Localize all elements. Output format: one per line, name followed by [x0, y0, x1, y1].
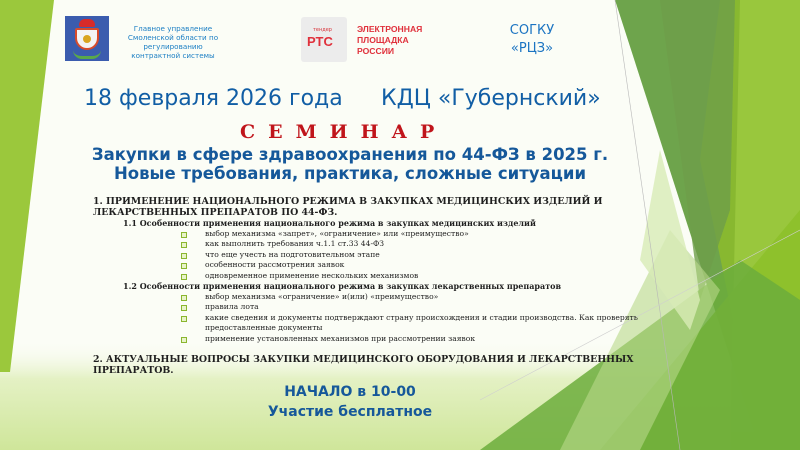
section-2-title [93, 354, 653, 376]
seminar-title [80, 145, 620, 183]
square-bullet-icon [181, 242, 187, 248]
square-bullet-icon [181, 253, 187, 259]
list-item [93, 271, 653, 282]
square-bullet-icon [181, 232, 187, 238]
section-1-title-line1: 1. ПРИМЕНЕНИЕ НАЦИОНАЛЬНОГО РЕЖИМА В ЗАКУПКАХ МЕДИЦИНСКИХ ИЗДЕЛИЙ И [93, 196, 603, 207]
gov-org-line: регулированию [143, 42, 203, 51]
section-2-title-line1: 2. АКТУАЛЬНЫЕ ВОПРОСЫ ЗАКУПКИ МЕДИЦИНСКОГО ОБОРУДОВАНИЯ И ЛЕКАРСТВЕННЫХ [93, 354, 634, 365]
wreath-icon [73, 50, 101, 59]
rts-logo-small: тендер [313, 27, 332, 33]
list-item [93, 292, 653, 303]
subsection-1-2-title [93, 281, 653, 292]
crown-icon [79, 19, 95, 27]
square-bullet-icon [181, 337, 187, 343]
gov-org-name [118, 24, 228, 60]
sogku-rcz-label [500, 22, 564, 58]
sogku-line: СОГКУ [509, 23, 555, 38]
list-item-text: правила лота [205, 302, 259, 311]
rts-logo-big: РТС [307, 34, 333, 49]
square-bullet-icon [181, 295, 187, 301]
list-item-text: какие сведения и документы подтверждают страну происхождения и стадии производства. Как проверять предоставленные документы [205, 312, 638, 332]
square-bullet-icon [181, 305, 187, 311]
section-1-title-line2: ЛЕКАРСТВЕННЫХ ПРЕПАРАТОВ ПО 44-ФЗ. [93, 207, 338, 218]
square-bullet-icon [181, 316, 187, 322]
list-item [93, 260, 653, 271]
list-item [93, 229, 653, 240]
list-item-text: особенности рассмотрения заявок [205, 260, 345, 269]
subsection-1-2-title-text: 1.2 Особенности применения национального режима в закупках лекарственных препаратов [123, 281, 562, 291]
list-item [93, 250, 653, 261]
list-item-text: выбор механизма «запрет», «ограничение» или «преимущество» [205, 228, 469, 238]
event-date-venue [84, 86, 601, 111]
rts-text-line: ЭЛЕКТРОННАЯ [357, 24, 423, 34]
seminar-heading: СЕМИНАР [240, 121, 448, 143]
rts-text-line: РОССИИ [357, 46, 395, 56]
event-venue: КДЦ «Губернский» [381, 86, 601, 111]
section-2-title-line2: ПРЕПАРАТОВ. [93, 365, 174, 376]
event-date: 18 февраля 2026 года [84, 86, 343, 111]
list-item-text: как выполнить требования ч.1.1 ст.33 44-ФЗ [205, 239, 385, 248]
list-item-text: что еще учесть на подготовительном этапе [205, 249, 380, 259]
footer-info [200, 382, 500, 422]
smolensk-coat-of-arms-icon [65, 16, 109, 61]
list-item [93, 302, 653, 313]
list-item [93, 334, 653, 345]
gov-org-line: Главное управление [133, 24, 213, 33]
rts-platform-name [357, 24, 447, 57]
sogku-line: «РЦЗ» [510, 41, 554, 56]
seminar-program [93, 196, 653, 376]
subsection-1-1-title: 1.1 Особенности применения национального режима в закупках медицинских изделий [123, 218, 536, 228]
shield-icon [75, 28, 99, 50]
list-item-text: выбор механизма «ограничение» и(или) «преимущество» [205, 291, 439, 301]
rts-text-line: ПЛОЩАДКА [357, 35, 409, 45]
square-bullet-icon [181, 274, 187, 280]
square-bullet-icon [181, 263, 187, 269]
list-item-text: применение установленных механизмов при рассмотрении заявок [205, 333, 476, 343]
start-time: НАЧАЛО в 10-00 [284, 384, 416, 400]
gov-org-line: контрактной системы [131, 51, 215, 60]
section-1-title [93, 196, 653, 218]
rts-tender-logo [301, 17, 347, 62]
seminar-title-line1: Закупки в сфере здравоохранения по 44-ФЗ в 2025 г. [91, 145, 609, 164]
list-item [93, 239, 653, 250]
subsection-1-1-list [93, 229, 653, 282]
subsection-1-2-list [93, 292, 653, 345]
list-item-text: одновременное применение нескольких механизмов [205, 270, 419, 280]
seminar-title-line2: Новые требования, практика, сложные ситуации [113, 164, 587, 183]
participation-free: Участие бесплатное [267, 404, 433, 420]
gov-org-line: Смоленской области по [127, 33, 219, 42]
list-item [93, 313, 653, 334]
